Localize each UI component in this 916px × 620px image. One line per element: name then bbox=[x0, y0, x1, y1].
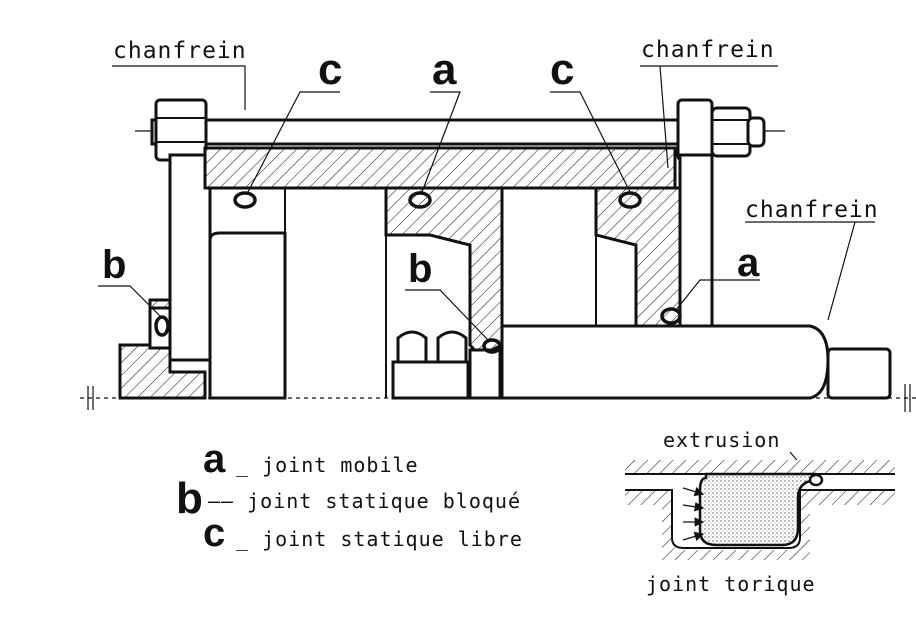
callout-c-right: c bbox=[550, 45, 575, 94]
right-block bbox=[596, 188, 680, 326]
legend-text-a: _ joint mobile bbox=[236, 453, 419, 477]
legend-letter-c: c bbox=[203, 511, 226, 555]
piston-rod bbox=[502, 326, 828, 398]
main-assembly bbox=[80, 66, 916, 412]
callout-a-top: a bbox=[432, 45, 457, 94]
middle-block bbox=[386, 188, 502, 356]
nut-right bbox=[712, 108, 750, 156]
callout-a-right: a bbox=[737, 241, 760, 285]
legend-text-b: —— joint statique bloqué bbox=[208, 489, 521, 513]
right-end-cover bbox=[680, 155, 712, 326]
top-plate bbox=[205, 148, 675, 188]
legend-letter-a: a bbox=[203, 437, 226, 481]
rod-end bbox=[748, 118, 764, 146]
chamfer-label-right-mid: chanfrein bbox=[745, 197, 879, 223]
rod-end-fitting bbox=[828, 349, 890, 398]
oring-inset bbox=[625, 428, 895, 596]
chamfer-label-right-top: chanfrein bbox=[641, 37, 775, 63]
callout-b-left: b bbox=[102, 243, 127, 287]
legend-letter-b: b bbox=[176, 474, 203, 523]
extruded-bit bbox=[810, 475, 822, 485]
legend-text-c: _ joint statique libre bbox=[236, 527, 523, 551]
legend bbox=[176, 437, 523, 555]
nut-left bbox=[156, 100, 206, 160]
tie-rod bbox=[152, 120, 762, 144]
chamfer-label-left: chanfrein bbox=[113, 38, 247, 64]
inset-caption: joint torique bbox=[646, 572, 816, 596]
callout-b-mid: b bbox=[408, 247, 433, 291]
seal-c-left bbox=[235, 193, 255, 207]
callout-c-left: c bbox=[318, 45, 343, 94]
nut-right-inner bbox=[678, 100, 712, 160]
extrusion-label: extrusion bbox=[663, 428, 781, 452]
oring-shape bbox=[700, 474, 815, 545]
left-cylinder bbox=[210, 233, 285, 398]
